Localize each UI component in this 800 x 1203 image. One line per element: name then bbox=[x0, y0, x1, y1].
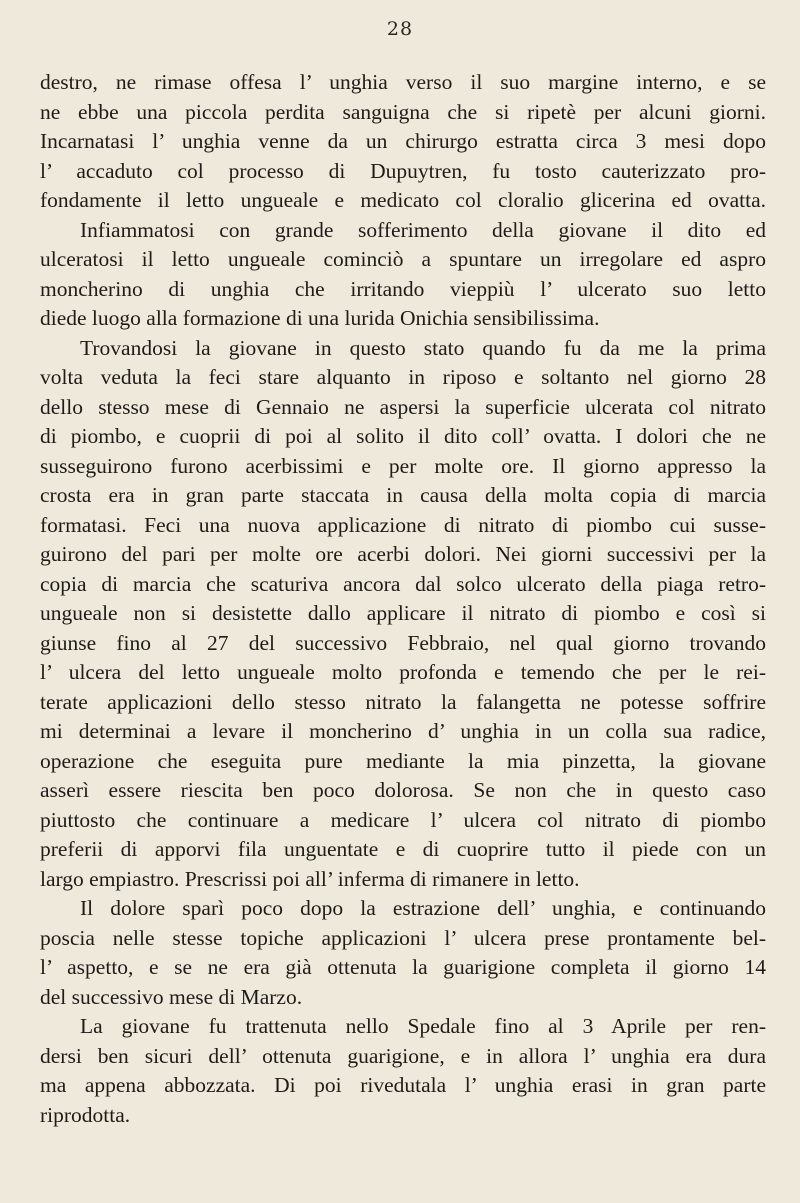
text-line: La giovane fu trattenuta nello Spedale fino al 3 Aprile per ren- bbox=[80, 1014, 766, 1038]
text-line: crosta era in gran parte staccata in causa della molta copia di marcia bbox=[40, 483, 766, 507]
text-line: ne ebbe una piccola perdita sanguigna che si ripetè per alcuni giorni. bbox=[40, 99, 766, 124]
text-line: piuttosto che continuare a medicare l’ ulcera col nitrato di piombo bbox=[40, 807, 766, 832]
text-line: ungueale non si desistette dallo applicare il nitrato di piombo e così si bbox=[40, 601, 766, 625]
text-line: guirono del pari per molte ore acerbi dolori. Nei giorni successivi per la bbox=[40, 542, 766, 566]
text-line: ulceratosi il letto ungueale cominciò a spuntare un irregolare ed aspro bbox=[40, 247, 766, 271]
text-line: preferii di apporvi fila unguentate e di cuoprire tutto il piede con un bbox=[40, 837, 766, 861]
text-line: formatasi. Feci una nuova applicazione di nitrato di piombo cui susse- bbox=[40, 512, 766, 537]
text-line: volta veduta la feci stare alquanto in riposo e soltanto nel giorno 28 bbox=[40, 365, 766, 389]
text-line: Infiammatosi con grande sofferimento della giovane il dito ed bbox=[80, 217, 766, 242]
text-line: giunse fino al 27 del successivo Febbraio, nel qual giorno trovando bbox=[40, 630, 766, 655]
text-line: Trovandosi la giovane in questo stato quando fu da me la prima bbox=[80, 335, 766, 360]
paragraph-5 bbox=[40, 1012, 766, 1130]
text-line: l’ accaduto col processo di Dupuytren, fu tosto cauterizzato pro- bbox=[40, 158, 766, 183]
text-line: asserì essere riescita ben poco dolorosa. Se non che in questo caso bbox=[40, 778, 766, 802]
text-line: poscia nelle stesse topiche applicazioni l’ ulcera prese prontamente bel- bbox=[40, 925, 766, 950]
text-line: diede luogo alla formazione di una lurida Onichia sensibilissima. bbox=[40, 306, 600, 330]
text-line: destro, ne rimase offesa l’ unghia verso il suo margine interno, e se bbox=[40, 70, 766, 94]
text-line: moncherino di unghia che irritando vieppiù l’ ulcerato suo letto bbox=[40, 276, 766, 301]
text-line: Il dolore sparì poco dopo la estrazione dell’ unghia, e continuando bbox=[80, 896, 766, 920]
text-line: susseguirono furono acerbissimi e per molte ore. Il giorno appresso la bbox=[40, 453, 766, 478]
text-line: terate applicazioni dello stesso nitrato la falangetta ne potesse soffrire bbox=[40, 689, 766, 714]
text-line: largo empiastro. Prescrissi poi all’ inferma di rimanere in letto. bbox=[40, 866, 580, 891]
text-line: dello stesso mese di Gennaio ne aspersi la superficie ulcerata col nitrato bbox=[40, 394, 766, 419]
text-line: l’ aspetto, e se ne era già ottenuta la guarigione completa il giorno 14 bbox=[40, 955, 766, 979]
text-line: di piombo, e cuoprii di poi al solito il dito coll’ ovatta. I dolori che ne bbox=[40, 424, 766, 448]
paragraph-3 bbox=[40, 334, 766, 895]
text-line: ma appena abbozzata. Di poi rivedutala l’ unghia erasi in gran parte bbox=[40, 1073, 766, 1097]
text-line: copia di marcia che scaturiva ancora dal solco ulcerato della piaga retro- bbox=[40, 571, 766, 596]
text-line: riprodotta. bbox=[40, 1102, 131, 1127]
body-text bbox=[40, 68, 766, 1130]
text-line: mi determinai a levare il moncherino d’ unghia in un colla sua radice, bbox=[40, 719, 766, 743]
paragraph-4 bbox=[40, 894, 766, 1012]
text-line: dersi ben sicuri dell’ ottenuta guarigione, e in allora l’ unghia era dura bbox=[40, 1043, 766, 1068]
page-number: 28 bbox=[386, 18, 414, 40]
text-line: del successivo mese di Marzo. bbox=[40, 984, 303, 1009]
paragraph-1 bbox=[40, 68, 766, 216]
paragraph-2 bbox=[40, 216, 766, 334]
text-line: fondamente il letto ungueale e medicato col cloralio glicerina ed ovatta. bbox=[40, 188, 766, 212]
text-line: Incarnatasi l’ unghia venne da un chirurgo estratta circa 3 mesi dopo bbox=[40, 129, 766, 153]
text-line: l’ ulcera del letto ungueale molto profonda e temendo che per le rei- bbox=[40, 660, 766, 684]
text-line: operazione che eseguita pure mediante la mia pinzetta, la giovane bbox=[40, 748, 766, 773]
